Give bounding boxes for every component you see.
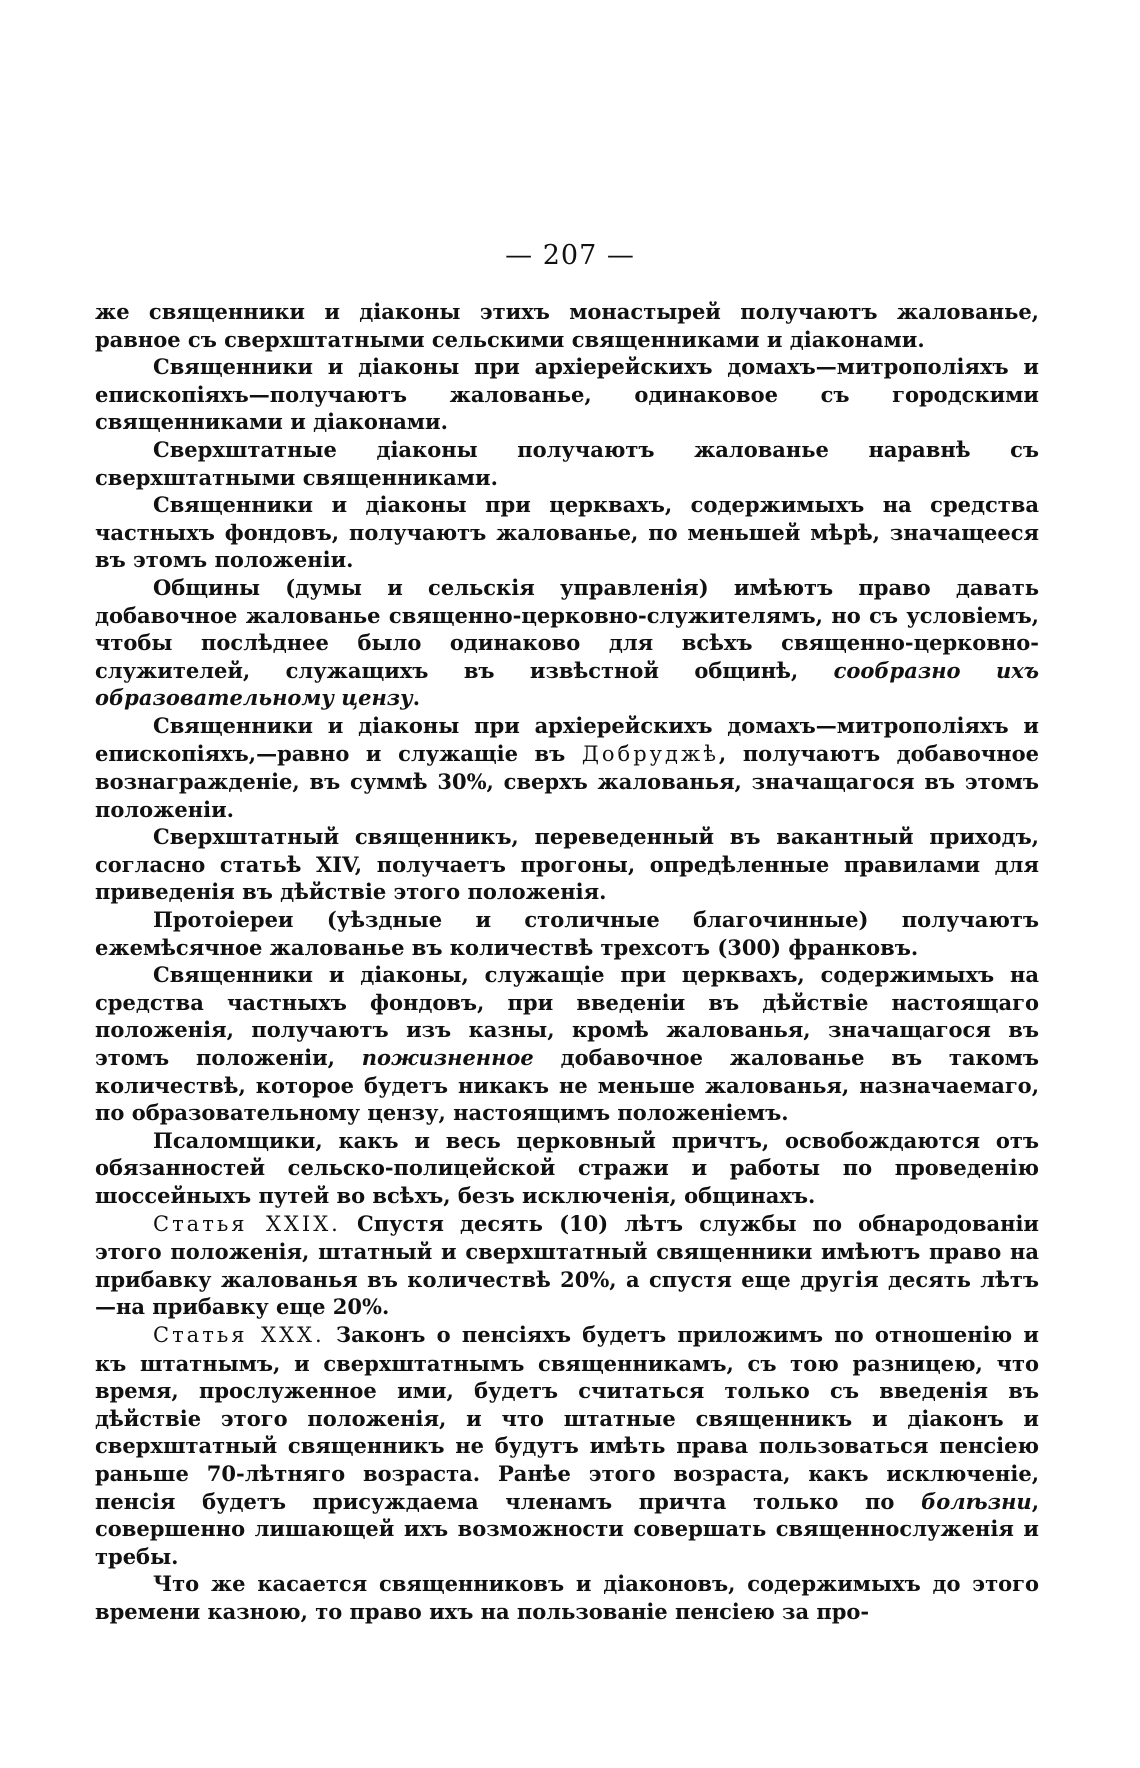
article-heading: Статья XXIX.	[153, 1211, 341, 1236]
spaced-word: Добруджѣ	[581, 741, 719, 766]
paragraph	[95, 906, 1039, 961]
text-run: добавочное жалованье въ такомъ количествѣ, которое будетъ никакъ не меньше жалованья, назначаемаго, по образовательному цензу, настоящимъ положеніемъ.	[95, 1045, 1039, 1126]
paragraph	[95, 1321, 1039, 1570]
paragraph	[95, 1210, 1039, 1321]
paragraph	[95, 353, 1039, 436]
text-run: Священники и діаконы при архіерейскихъ домахъ—митрополіяхъ и епископіяхъ—получаютъ жалованье, одинаковое съ городскими священниками и діаконами.	[95, 354, 1039, 435]
text-run: Законъ о пенсіяхъ будетъ приложимъ по отношенію и къ штатнымъ, и сверхштатнымъ священникамъ, съ тою разницею, что время, прослуженное ими, будетъ считаться только съ введенія въ дѣйствіе этого положенія, и что штатные священникъ и діаконъ и сверхштатный священникъ не будутъ имѣть права пользоваться пенсіею раньше 70-лѣтняго возраста. Ранѣе этого возраста, какъ исключеніе, пенсія будетъ присуждаема членамъ причта только по	[95, 1321, 1039, 1514]
text-run: , получаютъ добавочное вознагражденіе, въ суммѣ 30%, сверхъ жалованья, значащагося въ этомъ положеніи.	[95, 740, 1039, 822]
paragraph	[95, 1127, 1039, 1210]
text-run: Священники и діаконы, служащіе при церквахъ, содержимыхъ на средства частныхъ фондовъ, при введеніи въ дѣйствіе настоящаго положенія, получаютъ изъ казны, кромѣ жалованья, значащагося въ этомъ положеніи,	[95, 962, 1039, 1071]
text-run: Протоіереи (уѣздные и столичные благочинные) получаютъ ежемѣсячное жалованье въ количествѣ трехсотъ (300) франковъ.	[95, 907, 1039, 960]
paragraph	[95, 436, 1039, 491]
article-heading: Статья XXX.	[153, 1322, 325, 1347]
text-run: .	[412, 685, 421, 711]
paragraph	[95, 1570, 1039, 1625]
paragraph	[95, 298, 1039, 353]
paragraph	[95, 823, 1039, 906]
text-run: Сверхштатные діаконы получаютъ жалованье наравнѣ съ сверхштатными священниками.	[95, 436, 1039, 490]
italic-phrase: сообразно ихъ образовательному цензу	[95, 657, 1040, 711]
paragraph	[95, 961, 1039, 1127]
page-number: — 207 —	[505, 240, 635, 271]
text-run: Общины (думы и сельскія управленія) имѣютъ право давать добавочное жалованье священно-церковно-служителямъ, но съ условіемъ, чтобы послѣднее было одинаково для всѣхъ священно-церковно-служителей, служащихъ въ извѣстной общинѣ,	[95, 574, 1039, 683]
text-run: Псаломщики, какъ и весь церковный причтъ, освобождаются отъ обязанностей сельско-полицейской стражи и работы по проведенію шоссейныхъ путей во всѣхъ, безъ исключенія, общинахъ.	[95, 1127, 1039, 1208]
text-run: же священники и діаконы этихъ монастырей получаютъ жалованье, равное съ сверхштатными сельскими священниками и діаконами.	[95, 299, 1039, 352]
italic-phrase: пожизненное	[361, 1045, 534, 1071]
text-run: Священники и діаконы при церквахъ, содержимыхъ на средства частныхъ фондовъ, получаютъ жалованье, по меньшей мѣрѣ, значащееся въ этомъ положеніи.	[95, 492, 1039, 573]
paragraph	[95, 491, 1039, 574]
text-run: Сверхштатный священникъ, переведенный въ вакантный приходъ, согласно статьѣ XIV, получаетъ прогоны, опредѣленные правилами для приведенія въ дѣйствіе этого положенія.	[95, 824, 1039, 905]
text-run: Священники и діаконы при архіерейскихъ домахъ—митрополіяхъ и епископіяхъ,—равно и служащіе въ	[95, 712, 1039, 766]
text-run: , совершенно лишающей ихъ возможности совершать священнослуженія и требы.	[95, 1488, 1039, 1569]
italic-phrase: болѣзни	[921, 1488, 1032, 1514]
body-text	[95, 298, 1039, 1626]
paragraph	[95, 712, 1039, 823]
text-run: Спустя десять (10) лѣтъ службы по обнародованіи этого положенія, штатный и сверхштатный священники имѣютъ право на прибавку жалованья въ количествѣ 20%, а спустя еще другія десять лѣтъ—на прибавку еще 20%.	[95, 1210, 1039, 1320]
paragraph	[95, 574, 1039, 712]
text-run: Что же касается священниковъ и діаконовъ, содержимыхъ до этого времени казною, то право ихъ на пользованіе пенсіею за про-	[95, 1571, 1039, 1624]
